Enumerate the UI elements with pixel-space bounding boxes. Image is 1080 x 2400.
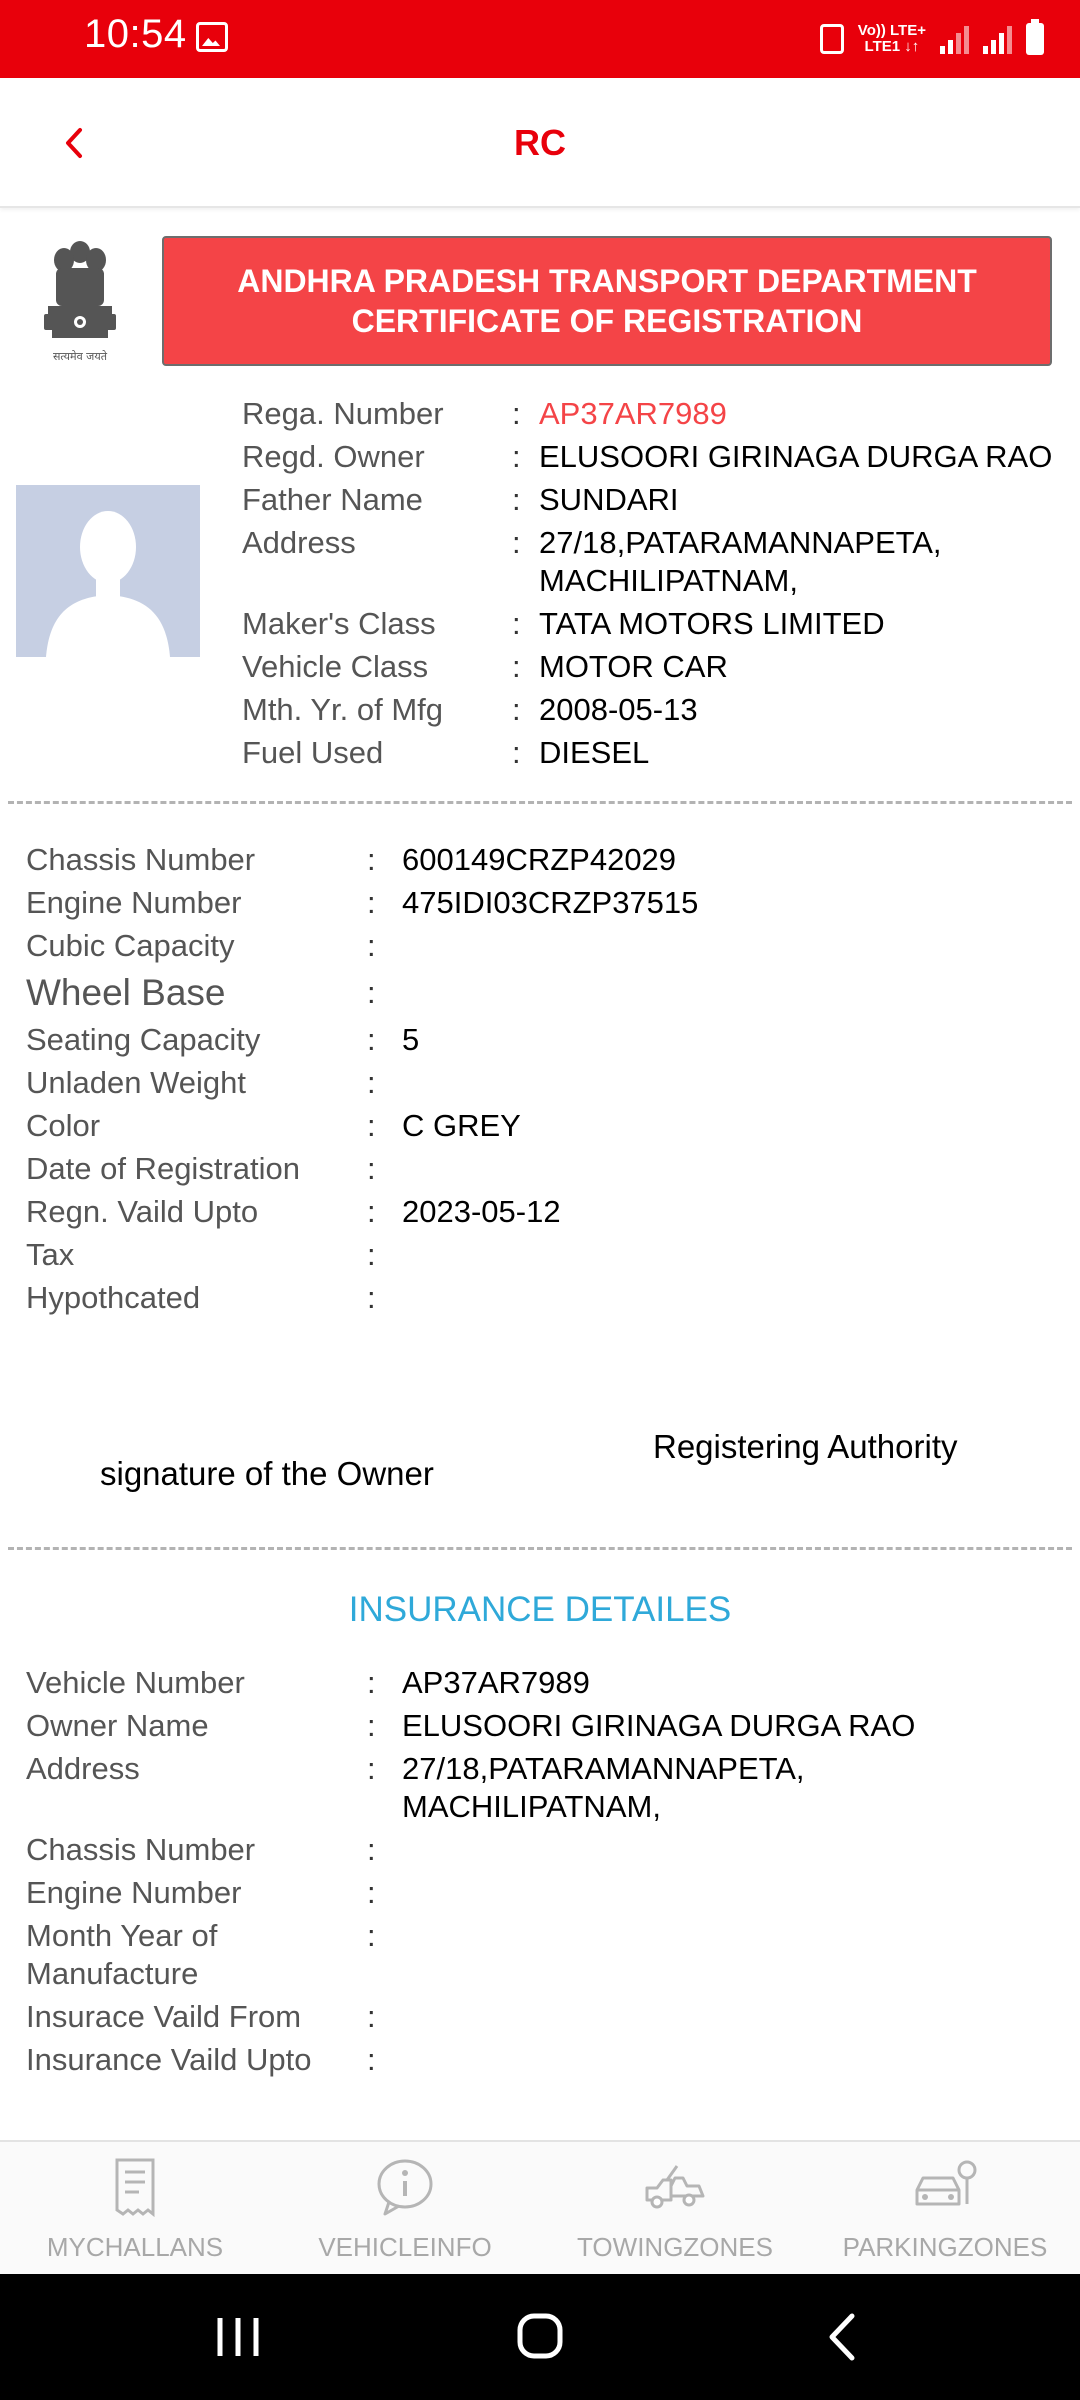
row-colon: : <box>367 1708 376 1743</box>
row-label: Month Year of Manufacture <box>26 1918 218 1991</box>
row-colon: : <box>367 842 376 877</box>
rc-row-makers-class <box>0 605 1080 645</box>
ins-row-engine-number <box>0 1874 1080 1914</box>
row-colon: : <box>512 396 521 431</box>
row-colon: : <box>367 1875 376 1910</box>
system-navigation-bar <box>0 2274 1080 2400</box>
nav-parking-zones[interactable] <box>810 2142 1080 2274</box>
row-label: Regn. Vaild Upto <box>26 1194 259 1229</box>
row-value: 2023-05-12 <box>402 1194 561 1229</box>
ins-row-valid-upto <box>0 2041 1080 2081</box>
ins-row-vehicle-number <box>0 1664 1080 1704</box>
row-colon: : <box>367 1665 376 1700</box>
gallery-notification-icon <box>196 22 228 52</box>
row-label: Seating Capacity <box>26 1022 261 1057</box>
row-label: Insurace Vaild From <box>26 1999 302 2034</box>
network-line-2: LTE1 ↓↑ <box>864 38 920 55</box>
page-title: RC <box>514 122 566 163</box>
ins-row-chassis-number <box>0 1831 1080 1871</box>
row-value: 27/18,PATARAMANNAPETA, MACHILIPATNAM, <box>539 525 942 598</box>
row-label: Address <box>26 1751 140 1786</box>
ins-row-month-year-manufacture <box>0 1917 1080 1997</box>
nav-label: MYCHALLANS <box>46 2232 224 2262</box>
row-label: Vehicle Class <box>242 649 429 684</box>
nav-vehicle-info[interactable] <box>270 2142 540 2274</box>
row-label: Chassis Number <box>26 842 256 877</box>
parking-car-icon <box>913 2156 977 2218</box>
row-value: AP37AR7989 <box>539 396 727 431</box>
nav-towing-zones[interactable] <box>540 2142 810 2274</box>
row-label: Color <box>26 1108 101 1143</box>
row-label: Vehicle Number <box>26 1665 245 1700</box>
row-colon: : <box>512 439 521 474</box>
row-colon: : <box>367 1280 376 1315</box>
nav-label: TOWINGZONES <box>577 2232 773 2262</box>
row-label: Unladen Weight <box>26 1065 247 1100</box>
ins-row-address <box>0 1750 1080 1830</box>
nav-label: PARKINGZONES <box>842 2232 1048 2262</box>
rc-row-father-name <box>0 481 1080 521</box>
row-value: 5 <box>402 1022 420 1057</box>
rc-row-chassis-number <box>0 841 1080 881</box>
row-value: ELUSOORI GIRINAGA DURGA RAO <box>402 1708 916 1743</box>
rc-row-address <box>0 524 1080 604</box>
insurance-section-title: INSURANCE DETAILES <box>348 1590 732 1629</box>
rc-row-regd-owner <box>0 438 1080 478</box>
section-divider <box>8 801 1072 804</box>
row-value: AP37AR7989 <box>402 1665 590 1700</box>
status-time: 10:54 <box>84 12 187 56</box>
row-colon: : <box>367 1999 376 2034</box>
rc-row-hypothecated <box>0 1279 1080 1319</box>
info-icon <box>373 2156 437 2218</box>
row-label: Fuel Used <box>242 735 384 770</box>
rc-row-engine-number <box>0 884 1080 924</box>
status-bar <box>0 0 1080 78</box>
row-colon: : <box>367 2042 376 2077</box>
row-label: Address <box>242 525 356 560</box>
receipt-icon <box>103 2156 167 2218</box>
row-colon: : <box>367 1108 376 1143</box>
row-value: MOTOR CAR <box>539 649 728 684</box>
rc-row-cubic-capacity <box>0 927 1080 967</box>
row-label: Date of Registration <box>26 1151 300 1186</box>
row-value: 27/18,PATARAMANNAPETA, MACHILIPATNAM, <box>402 1751 805 1824</box>
row-label: Engine Number <box>26 1875 242 1910</box>
row-colon: : <box>367 975 376 1010</box>
row-colon: : <box>367 1065 376 1100</box>
row-label: Mth. Yr. of Mfg <box>242 692 444 727</box>
row-colon: : <box>367 1751 376 1786</box>
row-label: Regd. Owner <box>242 439 425 474</box>
rc-row-wheel-base <box>0 970 1080 1018</box>
row-label: Insurance Vaild Upto <box>26 2042 312 2077</box>
row-colon: : <box>512 482 521 517</box>
row-colon: : <box>367 1832 376 1867</box>
row-label: Engine Number <box>26 885 242 920</box>
nav-my-challans[interactable] <box>0 2142 270 2274</box>
row-colon: : <box>367 928 376 963</box>
row-label: Father Name <box>242 482 423 517</box>
row-label: Maker's Class <box>242 606 436 641</box>
row-colon: : <box>512 606 521 641</box>
signal-2-icon <box>983 24 1012 54</box>
row-colon: : <box>512 525 521 560</box>
owner-signature-label: signature of the Owner <box>100 1455 434 1492</box>
sim-icon <box>820 24 844 54</box>
row-colon: : <box>367 885 376 920</box>
row-label: Cubic Capacity <box>26 928 235 963</box>
row-label: Chassis Number <box>26 1832 256 1867</box>
row-colon: : <box>367 1237 376 1272</box>
home-icon[interactable] <box>440 2274 640 2400</box>
row-colon: : <box>512 692 521 727</box>
row-colon: : <box>367 1918 376 1953</box>
row-value: TATA MOTORS LIMITED <box>539 606 885 641</box>
banner-title-line-1: ANDHRA PRADESH TRANSPORT DEPARTMENT <box>237 263 977 299</box>
signal-1-icon <box>940 24 969 54</box>
row-colon: : <box>367 1151 376 1186</box>
row-label: Tax <box>26 1237 75 1272</box>
app-bar <box>0 78 1080 208</box>
row-value: 475IDI03CRZP37515 <box>402 885 699 920</box>
rc-row-tax <box>0 1236 1080 1276</box>
rc-row-unladen-weight <box>0 1064 1080 1104</box>
network-type <box>858 23 926 55</box>
ins-row-owner-name <box>0 1707 1080 1747</box>
row-colon: : <box>367 1022 376 1057</box>
banner-title-line-2: CERTIFICATE OF REGISTRATION <box>351 303 863 339</box>
rc-row-mfg-date <box>0 691 1080 731</box>
rc-row-color <box>0 1107 1080 1147</box>
row-label: Owner Name <box>26 1708 209 1743</box>
row-value: ELUSOORI GIRINAGA DURGA RAO <box>539 439 1053 474</box>
ins-row-valid-from <box>0 1998 1080 2038</box>
tow-truck-icon <box>643 2156 707 2218</box>
row-value: C GREY <box>402 1108 521 1143</box>
row-value: SUNDARI <box>539 482 679 517</box>
emblem-caption: सत्यमेव जयते <box>52 350 108 363</box>
rc-banner <box>162 236 1052 366</box>
system-back-icon[interactable] <box>742 2274 942 2400</box>
section-divider <box>8 1547 1072 1550</box>
battery-icon <box>1026 23 1044 55</box>
rc-row-date-of-registration <box>0 1150 1080 1190</box>
nav-label: VEHICLEINFO <box>318 2232 492 2262</box>
status-indicators <box>820 16 1044 62</box>
row-colon: : <box>512 649 521 684</box>
national-emblem-icon <box>34 232 126 372</box>
recent-apps-icon[interactable] <box>138 2274 338 2400</box>
rc-row-vehicle-class <box>0 648 1080 688</box>
registering-authority-label: Registering Authority <box>653 1428 958 1465</box>
row-colon: : <box>367 1194 376 1229</box>
row-value: DIESEL <box>539 735 650 770</box>
rc-row-regn-valid-upto <box>0 1193 1080 1233</box>
row-colon: : <box>512 735 521 770</box>
row-label: Hypothcated <box>26 1280 201 1315</box>
rc-row-seating-capacity <box>0 1021 1080 1061</box>
row-label: Rega. Number <box>242 396 444 431</box>
row-value: 600149CRZP42029 <box>402 842 677 877</box>
rc-row-fuel-used <box>0 734 1080 774</box>
network-line-1: Vo)) LTE+ <box>857 22 926 39</box>
bottom-navigation <box>0 2140 1080 2274</box>
rc-row-rega-number <box>0 395 1080 435</box>
row-value: 2008-05-13 <box>539 692 698 727</box>
row-label: Wheel Base <box>26 972 226 1013</box>
